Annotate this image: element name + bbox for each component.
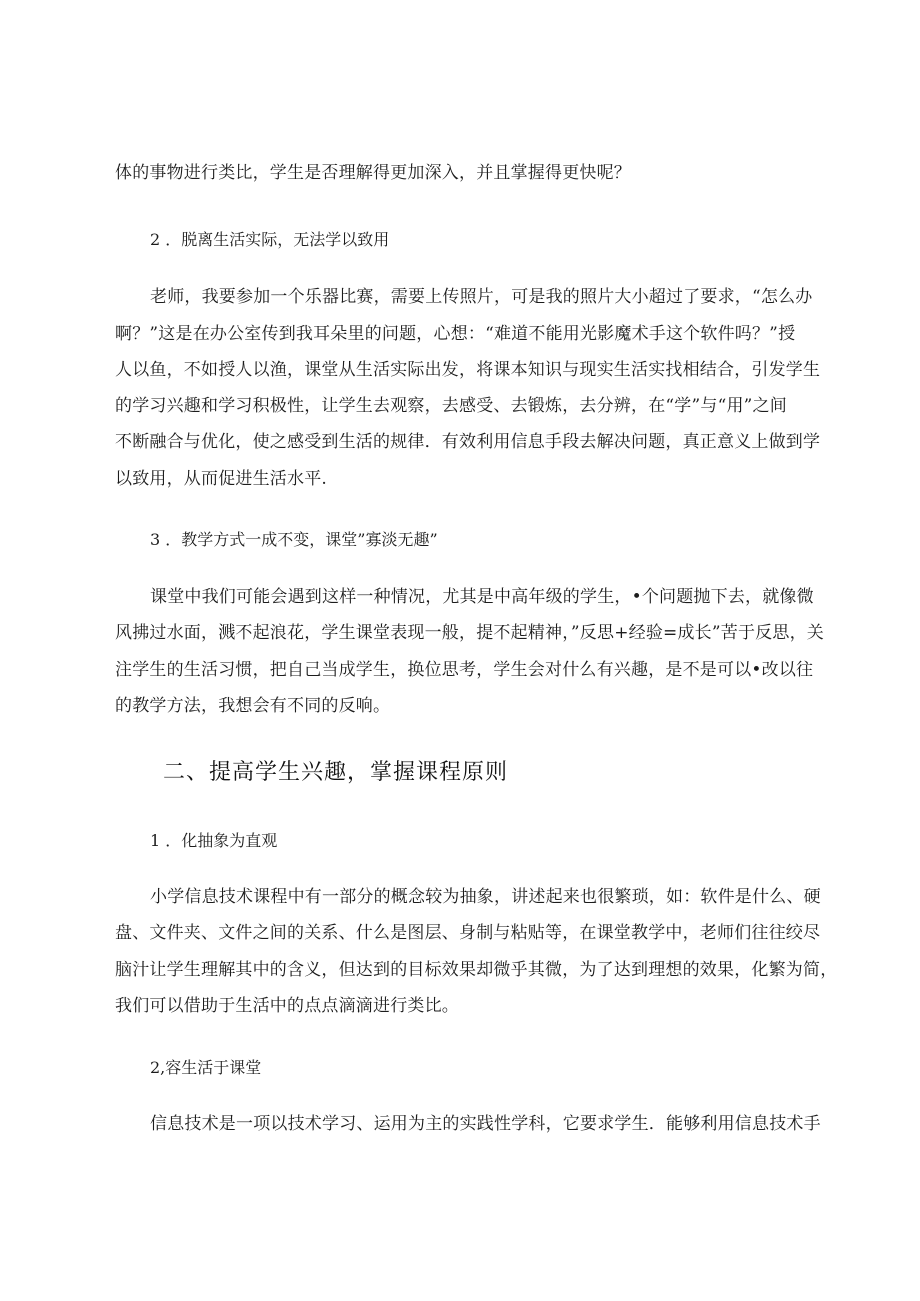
paragraph-2-line-6: 以致用，从而促进生活水平. xyxy=(115,469,328,489)
subheading-2: 2 ．脱离生活实际，无法学以致用 xyxy=(150,230,390,249)
paragraph-3-line-1: 课堂中我们可能会遇到这样一种情况，尤其是中高年级的学生，•个问题抛下去，就像微 xyxy=(150,587,814,607)
paragraph-section-1-line-4: 我们可以借助于生活中的点点滴滴进行类比。 xyxy=(115,996,459,1016)
paragraph-section-1-line-2: 盘、文件夹、文件之间的关系、什么是图层、身制与粘贴等，在课堂教学中，老师们往往绞尽 xyxy=(115,923,821,943)
subheading-section-2: 2,容生活于课堂 xyxy=(150,1058,262,1077)
paragraph-section-1-line-3: 脑汁让学生理解其中的含义，但达到的目标效果却微乎其微，为了达到理想的效果，化繁为简， xyxy=(115,960,838,980)
section-heading: 二、提高学生兴趣，掌握课程原则 xyxy=(163,760,509,785)
paragraph-2-line-2: 啊？”这是在办公室传到我耳朵里的问题，心想：“难道不能用光影魔术手这个软件吗？”授 xyxy=(115,324,796,344)
paragraph-2-line-5: 不断融合与优化，使之感受到生活的规律．有效利用信息手段去解决问题，真正意义上做到学 xyxy=(115,432,821,452)
subheading-3: 3 ．教学方式一成不变，课堂”寡淡无趣” xyxy=(150,530,438,549)
paragraph-3-line-2: 风拂过水面，溅不起浪花，学生课堂表现一般，提不起精神，”反思+经验=成长”苦于反思，关 xyxy=(115,623,824,643)
paragraph-2-line-4: 的学习兴趣和学习积极性，让学生去观察，去感受、去锻炼，去分辨，在“学”与“用”之间 xyxy=(115,396,787,416)
paragraph-intro-line-1: 体的事物进行类比，学生是否理解得更加深入，并且掌握得更快呢？ xyxy=(115,163,631,183)
paragraph-3-line-3: 注学生的生活习惯，把自己当成学生，换位思考，学生会对什么有兴趣，是不是可以•改以往 xyxy=(115,660,814,680)
paragraph-section-2-line-1: 信息技术是一项以技术学习、运用为主的实践性学科，它要求学生．能够利用信息技术手 xyxy=(150,1114,821,1134)
subheading-section-1: 1 ．化抽象为直观 xyxy=(150,831,278,850)
paragraph-2-line-1: 老师，我要参加一个乐器比赛，需要上传照片，可是我的照片大小超过了要求，“怎么办 xyxy=(150,287,813,307)
paragraph-section-1-line-1: 小学信息技术课程中有一部分的概念较为抽象，讲述起来也很繁琐，如：软件是什么、硬 xyxy=(150,887,821,907)
paragraph-2-line-3: 人以鱼，不如授人以渔，课堂从生活实际出发，将课本知识与现实生活实找相结合，引发学生 xyxy=(115,360,821,380)
paragraph-3-line-4: 的教学方法，我想会有不同的反响。 xyxy=(115,696,391,716)
